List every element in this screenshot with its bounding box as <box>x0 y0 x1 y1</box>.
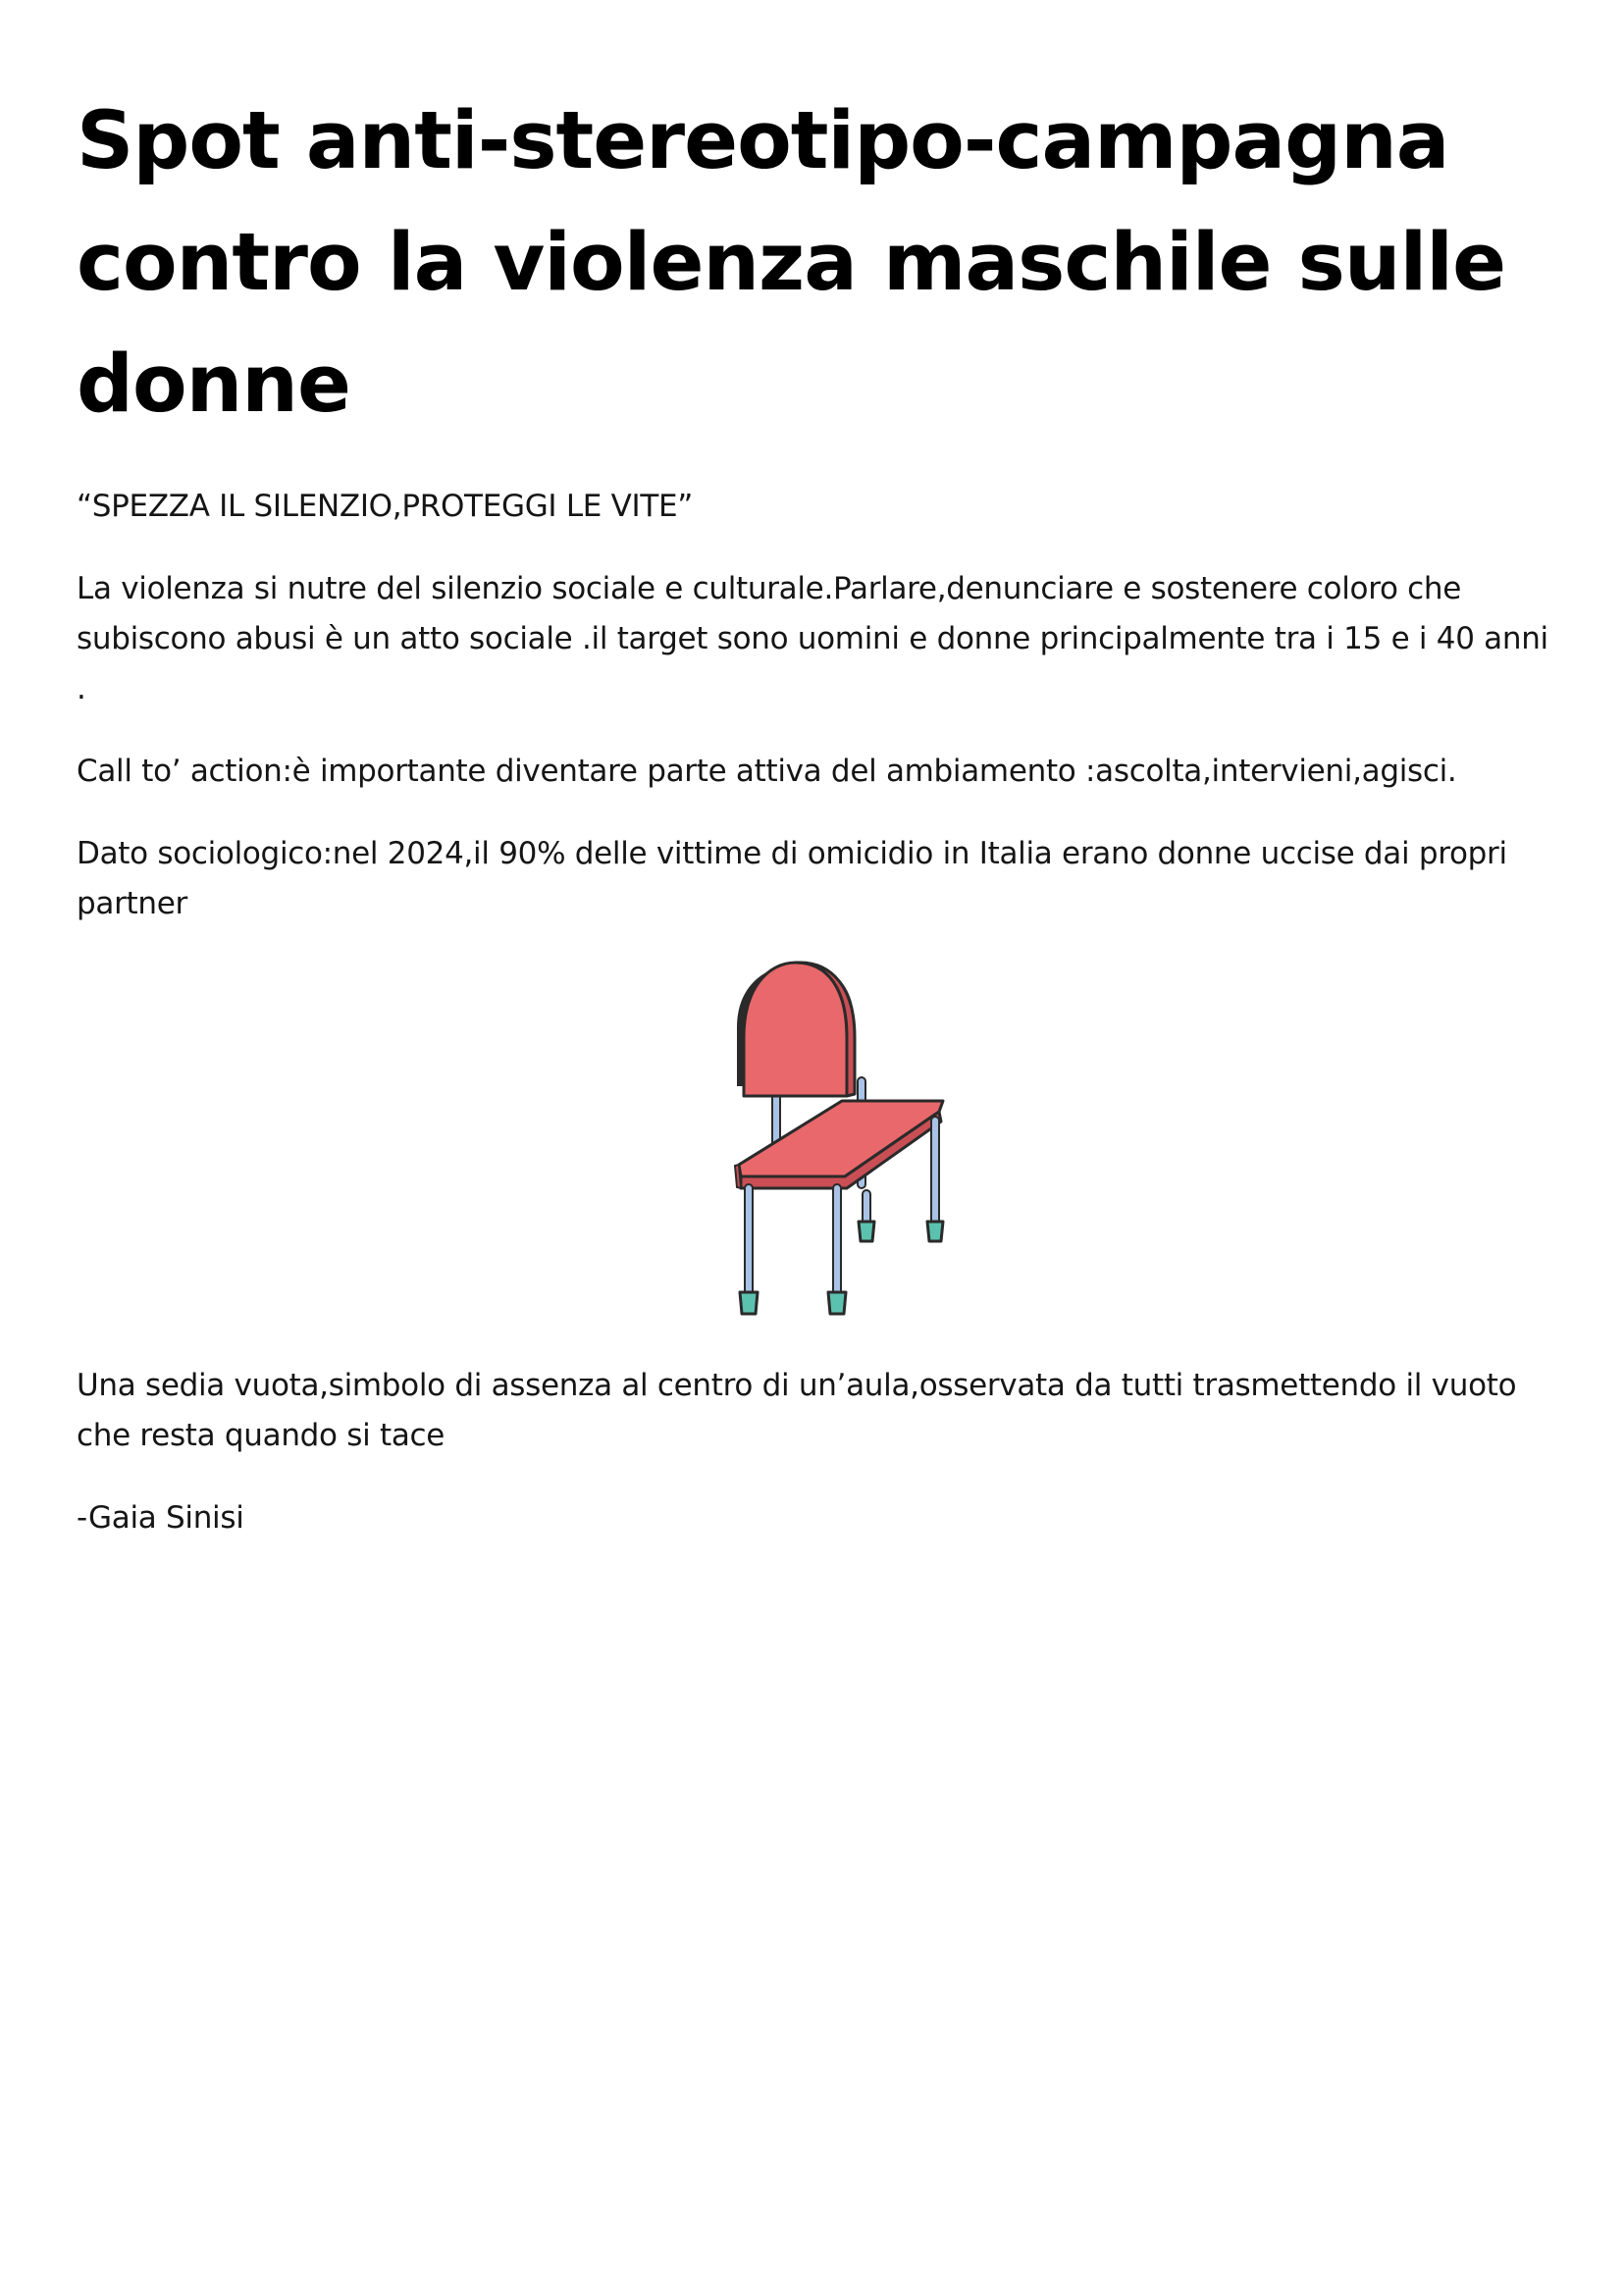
empty-chair-icon <box>690 959 945 1351</box>
page-title: Spot anti-stereotipo-campagna contro la violenza maschile sulle donne <box>77 95 1506 431</box>
call-to-action-paragraph: Call to’ action:è importante diventare parte attiva del ambiamento :ascolta,intervieni,agisci. <box>77 754 1457 789</box>
campaign-slogan: “SPEZZA IL SILENZIO,PROTEGGI LE VITE” <box>77 489 694 524</box>
document-page <box>77 80 1548 1543</box>
author-signature: -Gaia Sinisi <box>77 1500 244 1536</box>
sociological-data-paragraph: Dato sociologico:nel 2024,il 90% delle vittime di omicidio in Italia erano donne uccise dai propri partner <box>77 836 1507 921</box>
image-caption: Una sedia vuota,simbolo di assenza al centro di un’aula,osservata da tutti trasmettendo il vuoto che resta quando si tace <box>77 1368 1517 1453</box>
chair-illustration <box>77 959 1548 1361</box>
intro-paragraph: La violenza si nutre del silenzio sociale e culturale.Parlare,denunciare e sostenere coloro che subiscono abusi è un atto sociale .il target sono uomini e donne principalmente tra i 15 e i 40 anni . <box>77 571 1548 706</box>
